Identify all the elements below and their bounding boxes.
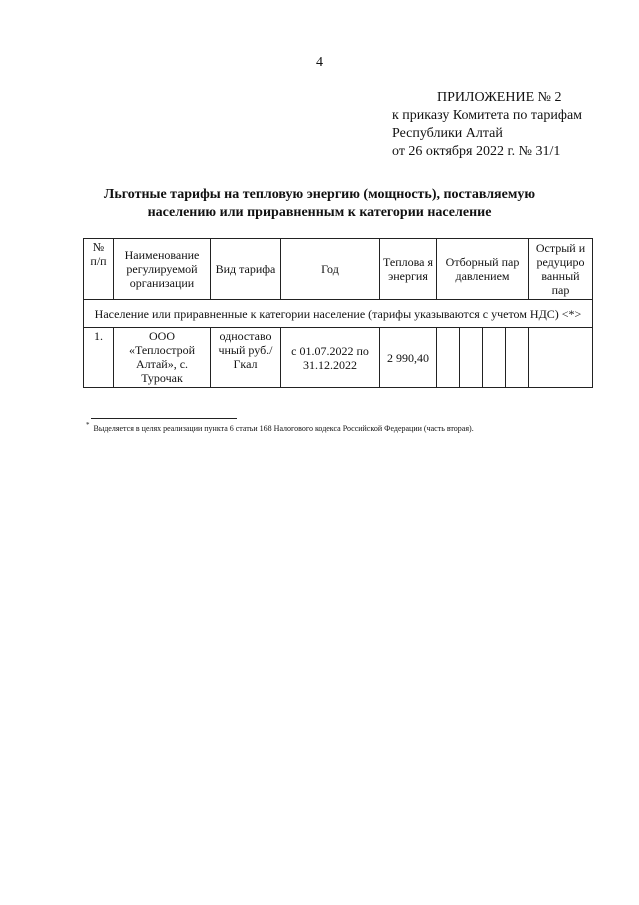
table-section-row xyxy=(84,300,593,328)
cell-num: 1. xyxy=(84,328,114,388)
header-tariff-type: Вид тарифа xyxy=(211,239,281,300)
section-label: Население или приравненные к категории население (тарифы указываются с учетом НДС) <*> xyxy=(84,300,593,328)
cell-steam-1 xyxy=(437,328,460,388)
cell-organization: ООО «Теплострой Алтай», с. Турочак xyxy=(114,328,211,388)
cell-year: с 01.07.2022 по 31.12.2022 xyxy=(281,328,380,388)
header-selected-steam: Отборный пар давлением xyxy=(437,239,529,300)
appendix-block xyxy=(392,89,582,161)
page-number: 4 xyxy=(316,55,323,70)
tariff-table xyxy=(83,238,593,388)
appendix-line: Республики Алтай xyxy=(392,126,503,141)
cell-steam-2 xyxy=(460,328,483,388)
cell-heat-energy: 2 990,40 xyxy=(380,328,437,388)
table-row xyxy=(84,328,593,388)
footnote xyxy=(86,421,474,433)
appendix-line: от 26 октября 2022 г. № 31/1 xyxy=(392,144,561,159)
cell-tariff-type: одноставо чный руб./Гкал xyxy=(211,328,281,388)
footnote-text: Выделяется в целях реализации пункта 6 статьи 168 Налогового кодекса Российской Федерации (часть вторая). xyxy=(93,423,474,433)
title-line: населению или приравненным к категории население xyxy=(147,205,492,220)
header-heat-energy: Теплова я энергия xyxy=(380,239,437,300)
header-organization: Наименование регулируемой организации xyxy=(114,239,211,300)
title-line: Льготные тарифы на тепловую энергию (мощность), поставляемую xyxy=(103,187,536,202)
footnote-marker: * xyxy=(86,421,90,429)
header-num: № п/п xyxy=(84,239,114,300)
document-title xyxy=(60,186,579,222)
appendix-title: ПРИЛОЖЕНИЕ № 2 xyxy=(437,90,562,105)
cell-live-steam xyxy=(529,328,593,388)
cell-steam-3 xyxy=(483,328,506,388)
table-header-row xyxy=(84,239,593,300)
appendix-line: к приказу Комитета по тарифам xyxy=(392,108,583,123)
footnote-divider xyxy=(91,418,237,419)
header-live-steam: Острый и редуциро ванный пар xyxy=(529,239,593,300)
header-year: Год xyxy=(281,239,380,300)
cell-steam-4 xyxy=(506,328,529,388)
